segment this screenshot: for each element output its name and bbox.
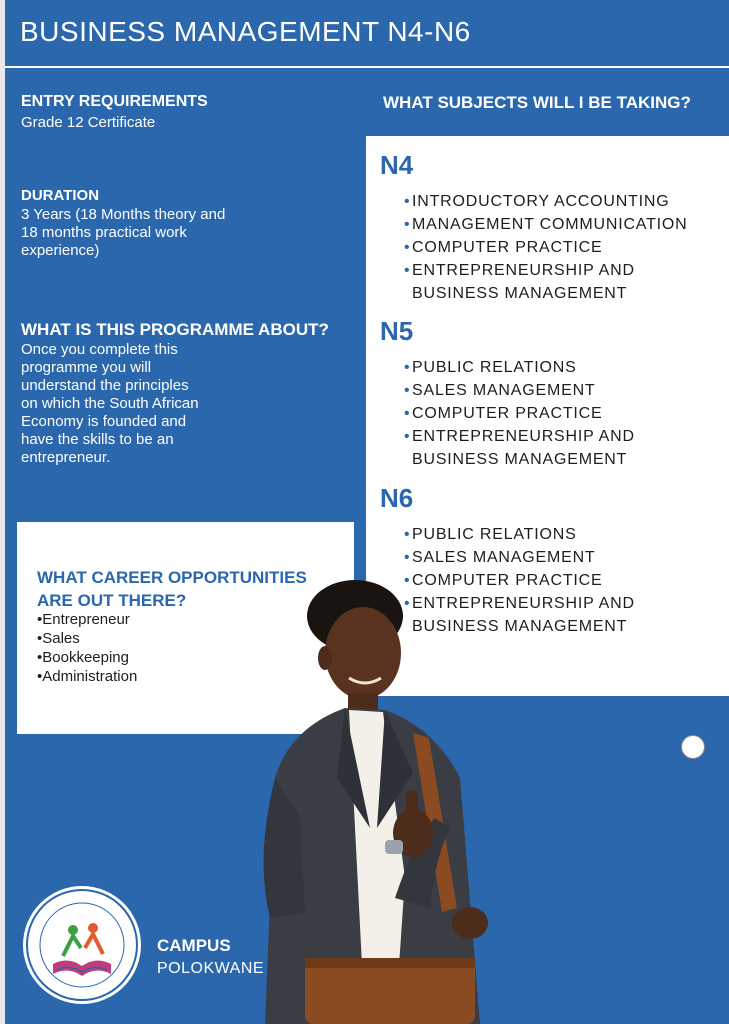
- career-item: •Entrepreneur: [37, 611, 130, 628]
- subject-item: • ENTREPRENEURSHIP AND BUSINESS MANAGEMENT: [404, 262, 635, 302]
- career-item: •Sales: [37, 630, 80, 647]
- circle-icon[interactable]: [681, 735, 705, 759]
- about-line: on which the South African: [21, 395, 199, 412]
- title-divider: [5, 66, 729, 68]
- about-heading: WHAT IS THIS PROGRAMME ABOUT?: [21, 320, 329, 339]
- subject-item: • MANAGEMENT COMMUNICATION: [404, 216, 688, 233]
- student-photo: [245, 578, 525, 1024]
- duration-heading: DURATION: [21, 187, 100, 204]
- subjects-heading: WHAT SUBJECTS WILL I BE TAKING?: [383, 93, 691, 112]
- page-title: BUSINESS MANAGEMENT N4-N6: [20, 16, 471, 47]
- subject-item: • INTRODUCTORY ACCOUNTING: [404, 193, 670, 210]
- subject-item: • COMPUTER PRACTICE: [404, 405, 603, 422]
- subject-item: • SALES MANAGEMENT: [404, 549, 596, 566]
- college-logo: [23, 886, 141, 1004]
- subject-item: • COMPUTER PRACTICE: [404, 572, 603, 589]
- about-line: entrepreneur.: [21, 449, 111, 466]
- campus-name: POLOKWANE: [157, 960, 265, 977]
- campus-label: CAMPUS: [157, 936, 231, 955]
- about-text: [21, 341, 199, 467]
- about-line: have the skills to be an: [21, 431, 174, 448]
- subject-item: • COMPUTER PRACTICE: [404, 239, 603, 256]
- about-line: understand the principles: [21, 377, 189, 394]
- duration-line: 18 months practical work: [21, 224, 187, 241]
- subject-item: • ENTREPRENEURSHIP AND BUSINESS MANAGEMENT: [404, 428, 635, 468]
- about-line: Once you complete this: [21, 341, 178, 358]
- about-line: programme you will: [21, 359, 152, 376]
- subject-item: • ENTREPRENEURSHIP AND BUSINESS MANAGEMENT: [404, 595, 635, 635]
- career-item: •Administration: [37, 668, 138, 685]
- about-line: Economy is founded and: [21, 413, 187, 430]
- level-n4-subjects: [404, 190, 724, 305]
- duration-line: 3 Years (18 Months theory and: [21, 206, 226, 223]
- career-heading-line: WHAT CAREER OPPORTUNITIES: [37, 568, 307, 587]
- flyer: [5, 0, 729, 1024]
- duration-text: [21, 206, 225, 260]
- level-n5-subjects: [404, 356, 724, 471]
- entry-requirements-text: Grade 12 Certificate: [21, 114, 156, 131]
- career-item: •Bookkeeping: [37, 649, 129, 666]
- level-n6-heading: N6: [380, 483, 414, 513]
- duration-line: experience): [21, 242, 100, 259]
- career-list: [37, 610, 137, 686]
- level-n4-heading: N4: [380, 150, 414, 180]
- subject-item: • SALES MANAGEMENT: [404, 382, 596, 399]
- entry-requirements-heading: ENTRY REQUIREMENTS: [21, 93, 208, 110]
- subject-item: • PUBLIC RELATIONS: [404, 359, 577, 376]
- career-heading-line: ARE OUT THERE?: [37, 591, 187, 610]
- subject-item: • PUBLIC RELATIONS: [404, 526, 577, 543]
- level-n5-heading: N5: [380, 316, 414, 346]
- college-logo-emblem: [23, 886, 141, 1004]
